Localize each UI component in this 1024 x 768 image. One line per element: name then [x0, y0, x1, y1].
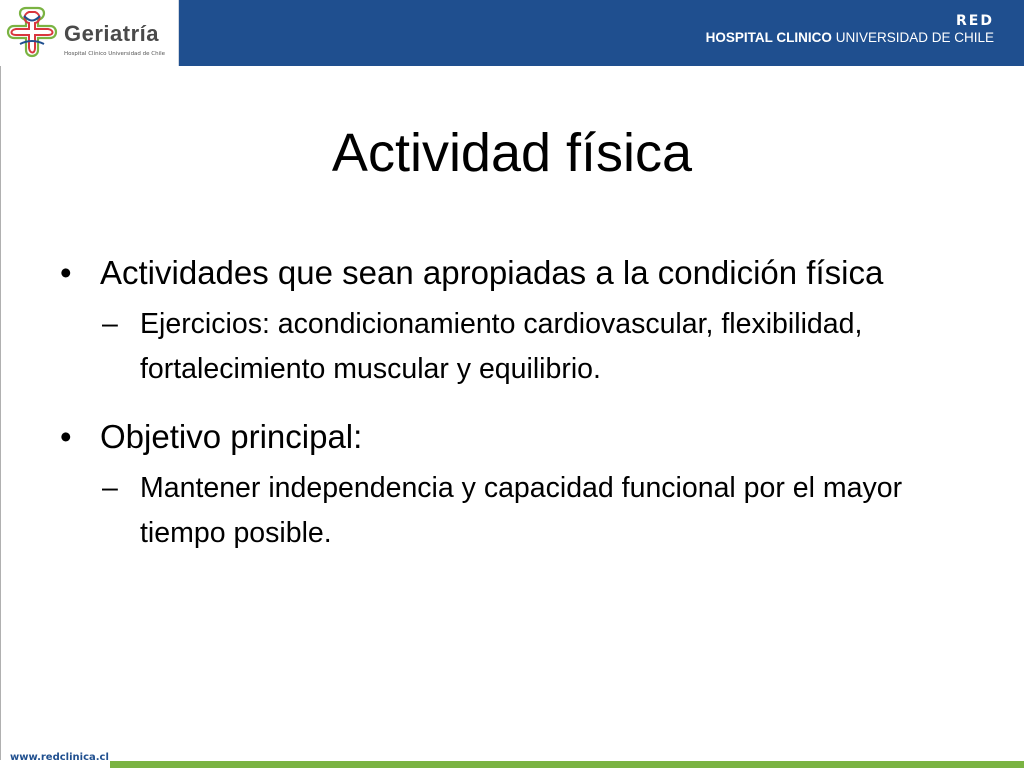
geriatria-cross-emblem-icon: [4, 4, 62, 60]
bullet-item: [60, 412, 970, 462]
slide-title: Actividad física: [331, 123, 693, 183]
bullet-item: [60, 248, 970, 298]
slide-header: [0, 0, 1024, 66]
bullet-text: Actividades que sean apropiadas a la condición física: [100, 254, 884, 291]
bullet-text: Objetivo principal:: [100, 418, 363, 455]
logo-name: Geriatría: [64, 21, 159, 46]
footer-bar: [110, 761, 1024, 768]
sub-bullet-marker: –: [102, 308, 118, 340]
sub-bullet-text: Mantener independencia y capacidad funcional por el mayor tiempo posible.: [140, 472, 903, 549]
bullet-marker: •: [60, 418, 72, 455]
sub-bullet-item: [60, 466, 970, 556]
footer-url: www.redclinica.cl: [10, 752, 109, 763]
hospital-name-bold: HOSPITAL CLINICO: [705, 30, 832, 45]
slide-body: [60, 248, 970, 556]
sub-bullet-text: Ejercicios: acondicionamiento cardiovascular, flexibilidad, fortalecimiento muscular y equilibrio.: [140, 308, 863, 385]
hospital-name: [706, 30, 994, 45]
geriatria-logo: [0, 0, 179, 66]
header-band: [179, 0, 1024, 66]
logo-subtitle: Hospital Clínico Universidad de Chile: [64, 51, 166, 57]
sub-bullet-item: [60, 302, 970, 392]
bullet-marker: •: [60, 254, 72, 291]
sub-bullet-marker: –: [102, 472, 118, 504]
hospital-name-regular: UNIVERSIDAD DE CHILE: [835, 30, 994, 45]
red-label: RED: [956, 13, 994, 29]
spacer: [60, 392, 970, 412]
